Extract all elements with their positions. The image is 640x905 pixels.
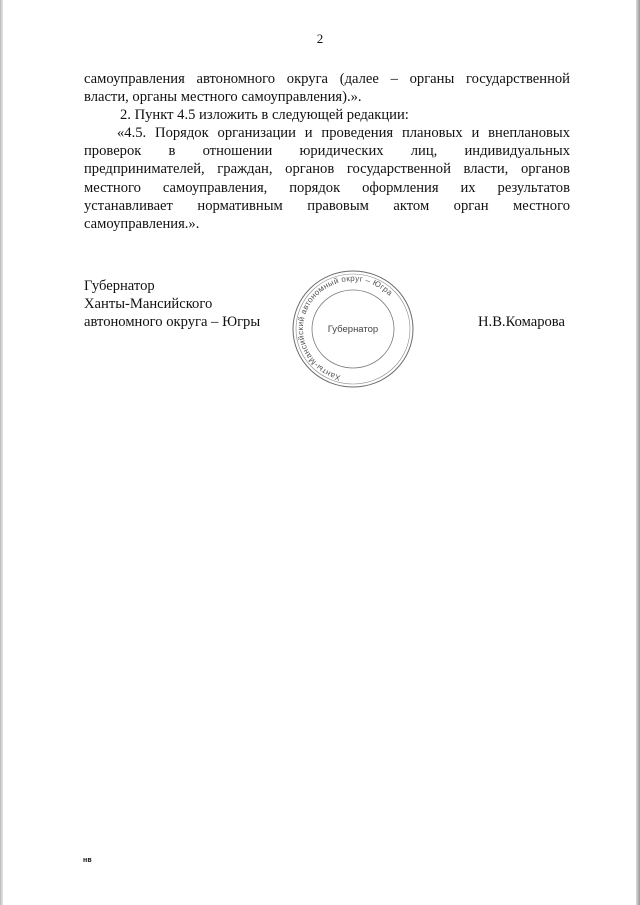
body-line-8: устанавливает нормативным правовым актом орган местного bbox=[84, 197, 570, 214]
body-line-4: «4.5. Порядок организации и проведения плановых и внеплановых bbox=[117, 125, 570, 142]
signature-title-line-1: Губернатор bbox=[84, 278, 155, 294]
body-line-9: самоуправления.». bbox=[84, 215, 200, 232]
body-line-2: власти, органы местного самоуправления).». bbox=[84, 89, 362, 106]
document-body bbox=[84, 70, 570, 233]
official-seal bbox=[288, 265, 418, 390]
body-line-5: проверок в отношении юридических лиц, индивидуальных bbox=[84, 143, 570, 160]
signature-title-block bbox=[84, 277, 260, 332]
seal-center-text: Губернатор bbox=[327, 324, 379, 335]
signer-name: Н.В.Комарова bbox=[478, 314, 565, 330]
footer-code: нв bbox=[83, 857, 92, 864]
page-edge-right bbox=[636, 0, 640, 905]
signature-title-line-3: автономного округа – Югры bbox=[84, 314, 261, 331]
body-line-6: предпринимателей, граждан, органов государственной власти, органов bbox=[84, 161, 570, 178]
body-line-7: местного самоуправления, порядок оформления их результатов bbox=[84, 179, 570, 196]
seal-ring-text: Ханты-Мансийский автономный округ – Югра bbox=[296, 273, 395, 383]
page-number: 2 bbox=[316, 31, 324, 46]
body-line-1: самоуправления автономного округа (далее – органы государственной bbox=[84, 71, 570, 87]
signature-title-line-2: Ханты-Мансийского bbox=[84, 296, 213, 313]
body-line-3: 2. Пункт 4.5 изложить в следующей редакции: bbox=[120, 107, 409, 124]
page-edge-left bbox=[0, 0, 3, 905]
